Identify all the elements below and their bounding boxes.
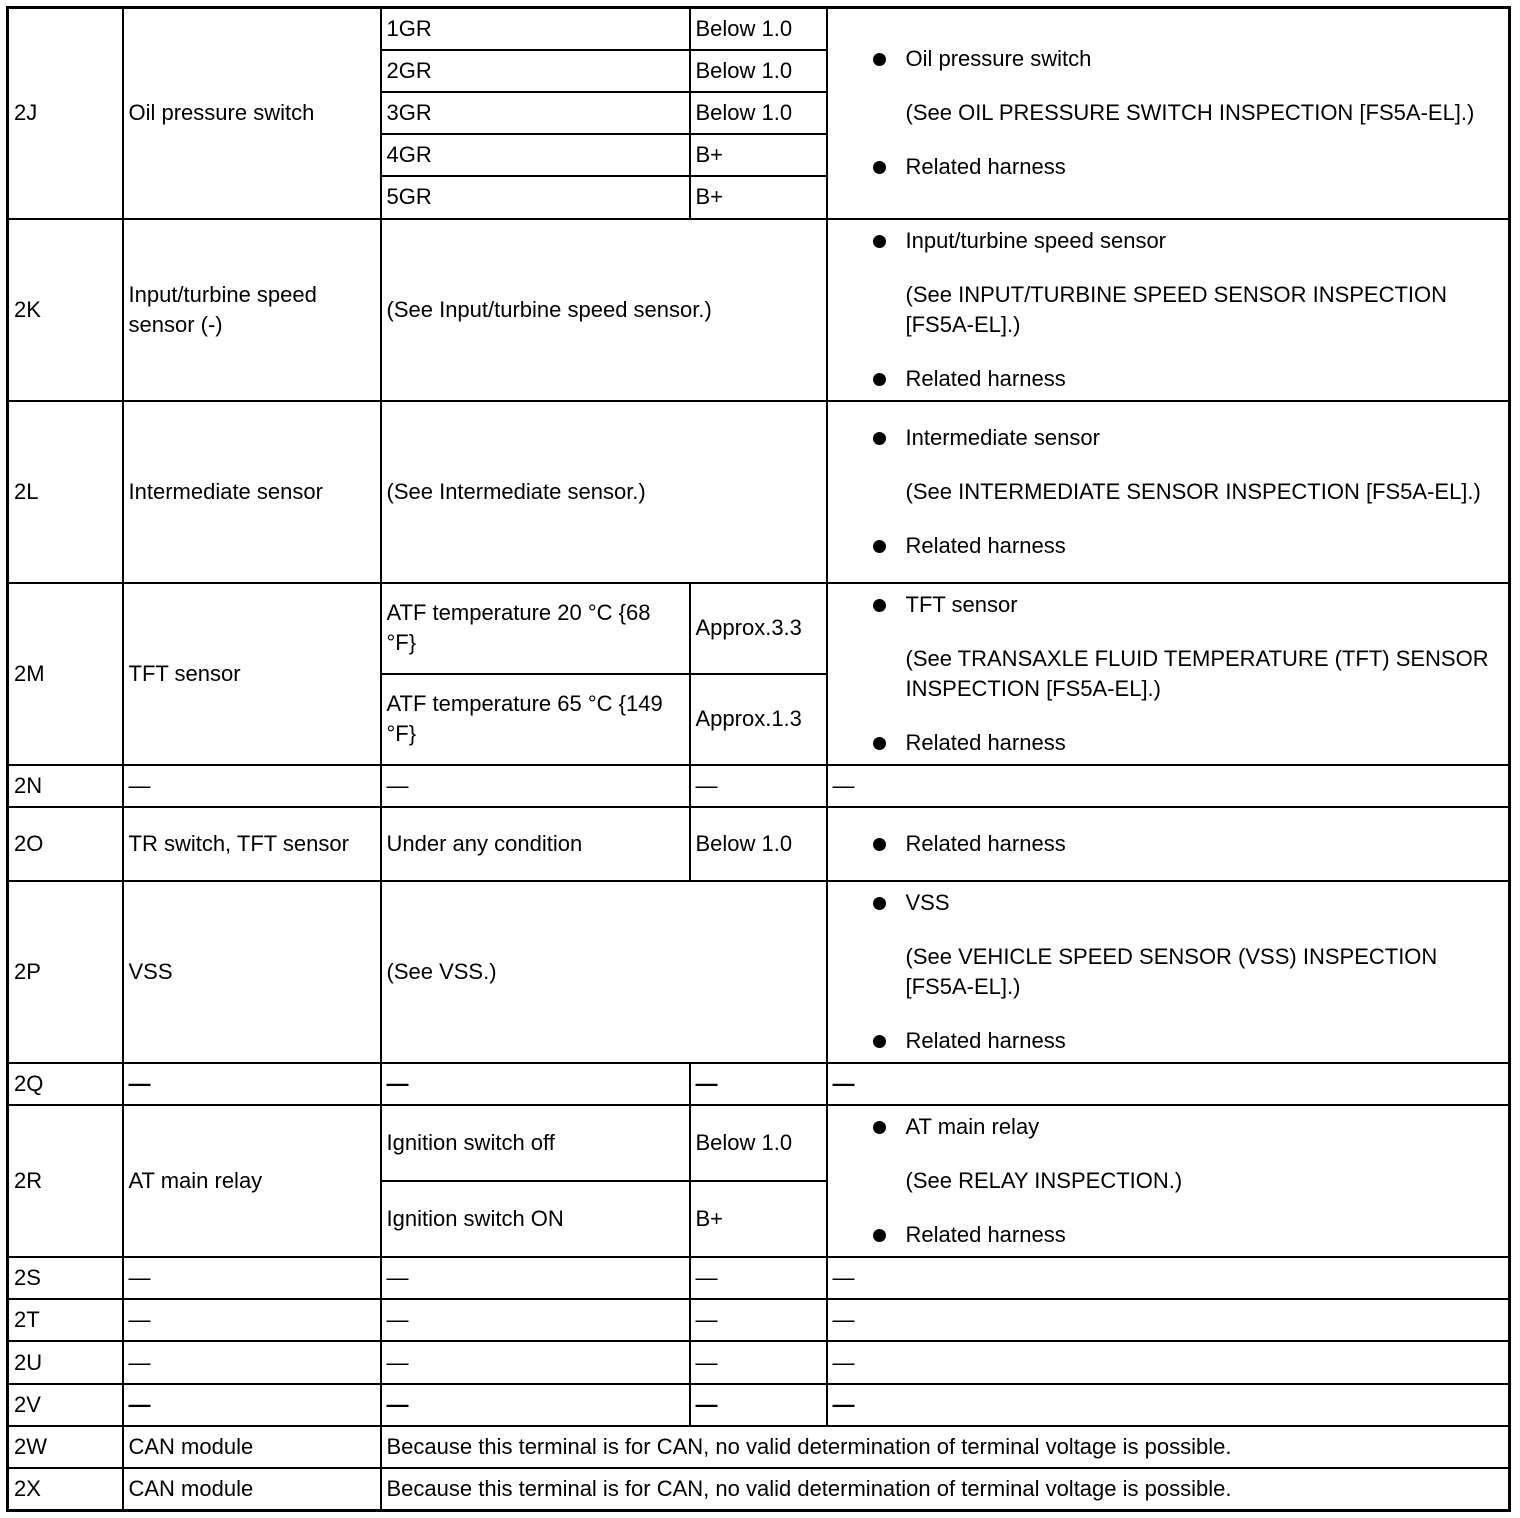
voltage-cell: Below 1.0 [690,92,827,134]
connected-to-cell: AT main relay [123,1105,381,1257]
inspection-reference: (See TRANSAXLE FLUID TEMPERATURE (TFT) SENSOR INSPECTION [FS5A-EL].) [905,645,1489,701]
connected-to-cell: VSS [123,881,381,1063]
table-row [8,583,1510,674]
terminal-cell: 2J [8,8,123,219]
merged-condition-cell: (See VSS.) [381,881,827,1063]
condition-cell: ATF temperature 20 °C {68 °F} [381,583,690,674]
bullet-icon [873,161,886,174]
connected-to-cell: — [123,1257,381,1299]
bullet-icon [873,432,886,445]
terminal-cell: 2Q [8,1063,123,1105]
inspection-cell: Intermediate sensor (See INTERMEDIATE SENSOR INSPECTION [FS5A-EL].) Related harness [827,401,1510,583]
inspection-cell: TFT sensor (See TRANSAXLE FLUID TEMPERATURE (TFT) SENSOR INSPECTION [FS5A-EL].) Related harness [827,583,1510,765]
connected-to-cell: — [123,1299,381,1341]
connected-to-cell: Input/turbine speed sensor (-) [123,219,381,401]
connected-to-cell: — [123,1384,381,1426]
connected-to-cell: Intermediate sensor [123,401,381,583]
voltage-cell: Below 1.0 [690,50,827,92]
voltage-cell: — [690,1341,827,1384]
connected-to-cell: TR switch, TFT sensor [123,807,381,881]
bullet-icon [873,235,886,248]
terminal-cell: 2S [8,1257,123,1299]
terminal-cell: 2N [8,765,123,807]
inspection-cell: — [827,765,1510,807]
inspection-cell: — [827,1063,1510,1105]
condition-cell: — [381,1063,690,1105]
table-row [8,1105,1510,1181]
table-row [8,765,1510,807]
terminal-cell: 2L [8,401,123,583]
condition-cell: — [381,765,690,807]
voltage-cell: B+ [690,1181,827,1257]
terminal-cell: 2V [8,1384,123,1426]
terminal-cell: 2M [8,583,123,765]
connected-to-cell: — [123,1063,381,1105]
terminal-cell: 2X [8,1468,123,1510]
inspection-cell: VSS (See VEHICLE SPEED SENSOR (VSS) INSPECTION [FS5A-EL].) Related harness [827,881,1510,1063]
bullet-icon [873,540,886,553]
terminal-cell: 2O [8,807,123,881]
inspection-cell: AT main relay (See RELAY INSPECTION.) Related harness [827,1105,1510,1257]
terminal-voltage-table [6,6,1511,1512]
condition-cell: 4GR [381,134,690,176]
bullet-icon [873,897,886,910]
condition-cell: — [381,1257,690,1299]
voltage-cell: Approx.3.3 [690,583,827,674]
inspection-cell: — [827,1341,1510,1384]
voltage-cell: Below 1.0 [690,1105,827,1181]
condition-cell: ATF temperature 65 °C {149 °F} [381,674,690,765]
terminal-cell: 2P [8,881,123,1063]
inspection-cell: — [827,1299,1510,1341]
table-row [8,1468,1510,1510]
voltage-cell: B+ [690,176,827,219]
merged-note-cell: Because this terminal is for CAN, no valid determination of terminal voltage is possible. [381,1468,1510,1510]
connected-to-cell: Oil pressure switch [123,8,381,219]
voltage-cell: Below 1.0 [690,8,827,50]
condition-cell: 2GR [381,50,690,92]
bullet-icon [873,599,886,612]
inspection-reference: (See VEHICLE SPEED SENSOR (VSS) INSPECTION [FS5A-EL].) [905,944,1438,999]
voltage-cell: — [690,1299,827,1341]
table-row [8,1063,1510,1105]
condition-cell: — [381,1384,690,1426]
condition-cell: Under any condition [381,807,690,881]
merged-condition-cell: (See Input/turbine speed sensor.) [381,219,827,401]
voltage-cell: — [690,1384,827,1426]
bullet-icon [873,1035,886,1048]
table-row [8,881,1510,1063]
condition-cell: Ignition switch off [381,1105,690,1181]
table-row [8,219,1510,401]
connected-to-cell: CAN module [123,1426,381,1468]
table-row [8,1426,1510,1468]
terminal-cell: 2U [8,1341,123,1384]
table-row [8,8,1510,50]
terminal-cell: 2T [8,1299,123,1341]
voltage-cell: Approx.1.3 [690,674,827,765]
table-row [8,1299,1510,1341]
voltage-cell: B+ [690,134,827,176]
terminal-cell: 2K [8,219,123,401]
inspection-reference: (See INTERMEDIATE SENSOR INSPECTION [FS5A-EL].) [905,478,1481,504]
connected-to-cell: TFT sensor [123,583,381,765]
voltage-cell: — [690,1257,827,1299]
merged-condition-cell: (See Intermediate sensor.) [381,401,827,583]
voltage-cell: — [690,1063,827,1105]
connected-to-cell: — [123,1341,381,1384]
inspection-reference: (See RELAY INSPECTION.) [905,1168,1183,1194]
bullet-icon [873,53,886,66]
table-row [8,1341,1510,1384]
bullet-icon [873,373,886,386]
connected-to-cell: — [123,765,381,807]
table-row [8,401,1510,583]
bullet-icon [873,737,886,750]
connected-to-cell: CAN module [123,1468,381,1510]
table-row [8,1257,1510,1299]
inspection-cell: Oil pressure switch (See OIL PRESSURE SWITCH INSPECTION [FS5A-EL].) Related harness [827,8,1510,219]
inspection-cell: — [827,1384,1510,1426]
condition-cell: 5GR [381,176,690,219]
condition-cell: Ignition switch ON [381,1181,690,1257]
bullet-icon [873,1229,886,1242]
inspection-cell: — [827,1257,1510,1299]
inspection-reference: (See INPUT/TURBINE SPEED SENSOR INSPECTION [FS5A-EL].) [905,281,1448,337]
inspection-reference: (See OIL PRESSURE SWITCH INSPECTION [FS5A-EL].) [905,100,1475,126]
table-row [8,1384,1510,1426]
table-row [8,807,1510,881]
terminal-cell: 2R [8,1105,123,1257]
condition-cell: — [381,1341,690,1384]
voltage-cell: Below 1.0 [690,807,827,881]
terminal-cell: 2W [8,1426,123,1468]
merged-note-cell: Because this terminal is for CAN, no valid determination of terminal voltage is possible. [381,1426,1510,1468]
inspection-cell: Input/turbine speed sensor (See INPUT/TURBINE SPEED SENSOR INSPECTION [FS5A-EL].) Related harness [827,219,1510,401]
condition-cell: — [381,1299,690,1341]
bullet-icon [873,1121,886,1134]
condition-cell: 3GR [381,92,690,134]
inspection-cell: Related harness [827,807,1510,881]
voltage-cell: — [690,765,827,807]
bullet-icon [873,838,886,851]
condition-cell: 1GR [381,8,690,50]
